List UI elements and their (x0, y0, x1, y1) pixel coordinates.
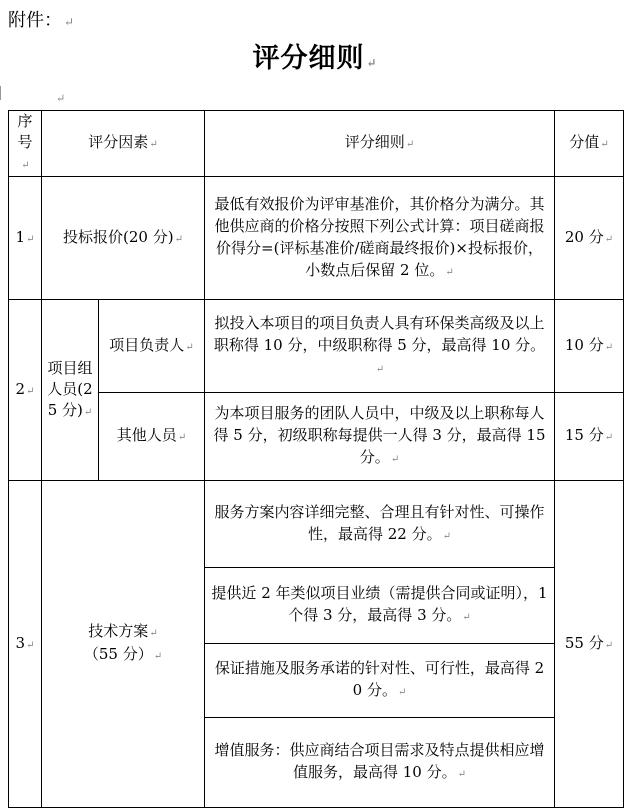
table-row (9, 393, 624, 481)
row-sub-factor: 项目负责人↵ (99, 300, 205, 393)
table-row (9, 300, 624, 393)
column-header-factor: 评分因素↵ (42, 111, 205, 177)
row-seq: 1↵ (9, 177, 42, 300)
row-detail: 提供近 2 年类似项目业绩（需提供合同或证明），1 个得 3 分，最高得 3 分。↵ (205, 568, 555, 644)
row-factor: 技术方案↵ （55 分）↵ (42, 481, 205, 808)
row-factor: 投标报价(20 分)↵ (42, 177, 205, 300)
column-header-detail: 评分细则↵ (205, 111, 555, 177)
row-detail: 拟投入本项目的项目负责人具有环保类高级及以上职称得 10 分，中级职称得 5 分，最高得 10 分。↵ (205, 300, 555, 393)
scoring-table (8, 110, 624, 808)
row-detail: 保证措施及服务承诺的针对性、可行性，最高得 20 分。↵ (205, 644, 555, 718)
page-title: 评分细则 ↵ (252, 43, 378, 74)
row-detail: 服务方案内容详细完整、合理且有针对性、可操作性，最高得 22 分。↵ (205, 481, 555, 568)
row-factor: 项目组人员(25 分)↵ (42, 300, 99, 481)
paragraph-mark-icon: ↵ (366, 56, 378, 70)
paragraph-mark-icon: ↵ (64, 15, 75, 29)
row-score: 10 分↵ (555, 300, 624, 393)
row-seq: 2↵ (9, 300, 42, 481)
margin-marker (0, 86, 5, 100)
row-detail: 为本项目服务的团队人员中，中级及以上职称每人得 5 分，初级职称每提供一人得 3 分，最高得 15 分。↵ (205, 393, 555, 481)
table-header-row (9, 111, 624, 177)
column-header-score: 分值↵ (555, 111, 624, 177)
table-row (9, 481, 624, 568)
row-detail: 增值服务：供应商结合项目需求及特点提供相应增值服务，最高得 10 分。↵ (205, 718, 555, 808)
paragraph-mark-icon: ↵ (56, 92, 66, 105)
row-seq: 3↵ (9, 481, 42, 808)
row-score: 15 分↵ (555, 393, 624, 481)
row-score: 20 分↵ (555, 177, 624, 300)
attachment-label: 附件： ↵ (8, 10, 75, 31)
column-header-seq: 序号↵ (9, 111, 42, 177)
row-score: 55 分↵ (555, 481, 624, 808)
row-detail: 最低有效报价为评审基准价，其价格分为满分。其他供应商的价格分按照下列公式计算：项目磋商报价得分=(评标基准价/磋商最终报价)×投标报价，小数点后保留 2 位。↵ (205, 177, 555, 300)
row-sub-factor: 其他人员↵ (99, 393, 205, 481)
table-row (9, 177, 624, 300)
